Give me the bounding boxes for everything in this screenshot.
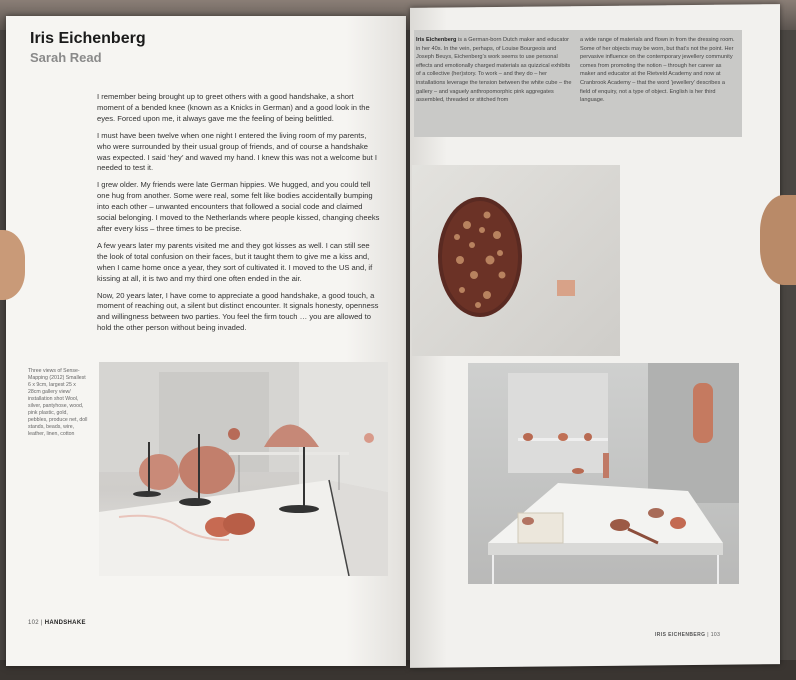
object-photo bbox=[412, 165, 620, 356]
folio-separator: | bbox=[40, 620, 43, 626]
gallery-photo-2 bbox=[468, 363, 739, 584]
folio-title-right: IRIS EICHENBERG bbox=[655, 632, 706, 638]
paragraph-5: Now, 20 years later, I have come to appreciate a good handshake, a good touch, a moment of reaching out, a silent but distinct encounter. It signals honesty, openness and willingness between two parties. You feel the firm touch … you are allowed to hold the other person without being invaded. bbox=[97, 290, 379, 333]
bio-box bbox=[414, 30, 742, 137]
paragraph-2: I must have been twelve when one night I entered the living room of my parents, who were surrounded by their usual group of friends, and of course a handshake was expected. I said ‘hey’ and waved my hand. I knew this was not a welcome but I needed to test it. bbox=[97, 130, 377, 173]
paragraph-4: A few years later my parents visited me and they got kisses as well. I can still see the look of total confusion on their faces, but it taught them to give me a kiss and, when I came home once a year, they sort of cultivated it. I moved to the US and, if kissing at all, it is two and my third one often ended in the air. bbox=[97, 240, 373, 283]
folio-page-number: 102 bbox=[28, 620, 39, 626]
paragraph-3: I grew older. My friends were late German hippies. We hugged, and you could tell one hug from another. Some were real, some felt like bodies accidentally bumping into each other – unwanted encounters that followed a social code and claimed social belonging. I moved to the Netherlands where people kissed, changing cheeks after every kiss – three times to be precise. bbox=[97, 180, 380, 233]
bio-column-2: a wide range of materials and flown in from the dressing room. Some of her objects may be worn, but that’s not the point. Her pervasive influence on the contemporary jewellery community comes from promoting the notion – through her career as maker and educator at the Rietveld Academy and now at Cranbrook Academy – that the word ‘jewellery’ describes a field of enquiry, not a type of object. English is her third language. bbox=[580, 37, 735, 104]
wool-object-illustration bbox=[412, 165, 620, 356]
gallery-table-illustration bbox=[468, 363, 739, 584]
gallery-photo-1 bbox=[99, 362, 388, 576]
photo-caption: Three views of Sense-Mapping (2012) Smallest 6 x 9cm, largest 25 x 28cm gallery view/ installation shot Wool, silver, pantyhose, wood, pink plastic, gold, pebbles, produce net, doll stands, beads, wire, leather, linen, cotton bbox=[28, 368, 88, 437]
folio-title: HANDSHAKE bbox=[44, 620, 86, 626]
gallery-scene-illustration bbox=[99, 362, 388, 576]
article-body bbox=[97, 92, 382, 340]
paragraph-1: I remember being brought up to greet others with a good handshake, a short moment of a bended knee (known as a Knicks in German) and a good look in the eyes. Forced upon me, it always gave me the feeling of being belittled. bbox=[97, 92, 370, 123]
bio-name: Iris Eichenberg bbox=[416, 37, 457, 43]
folio-separator-right: | bbox=[707, 632, 709, 638]
article-title: Iris Eichenberg bbox=[30, 30, 146, 47]
left-folio bbox=[28, 620, 86, 626]
folio-page-number-right: 103 bbox=[710, 632, 721, 638]
bio-column-1 bbox=[416, 36, 572, 105]
right-folio bbox=[655, 632, 720, 638]
article-author: Sarah Read bbox=[30, 50, 102, 65]
bio-text-1: is a German-born Dutch maker and educator in her 40s. In the vein, perhaps, of Louise Bourgeois and Joseph Beuys, Eichenberg’s work seems to use personal effects and emotionally charged materials as quizzical exhibits of a collective (her)story. To work – and they do – her installations leverage the tension between the white cube – the gallery – and vaguely anthropomorphic pink aggregates assembled, threaded or stitched from bbox=[416, 37, 572, 104]
right-thumb bbox=[760, 195, 796, 285]
